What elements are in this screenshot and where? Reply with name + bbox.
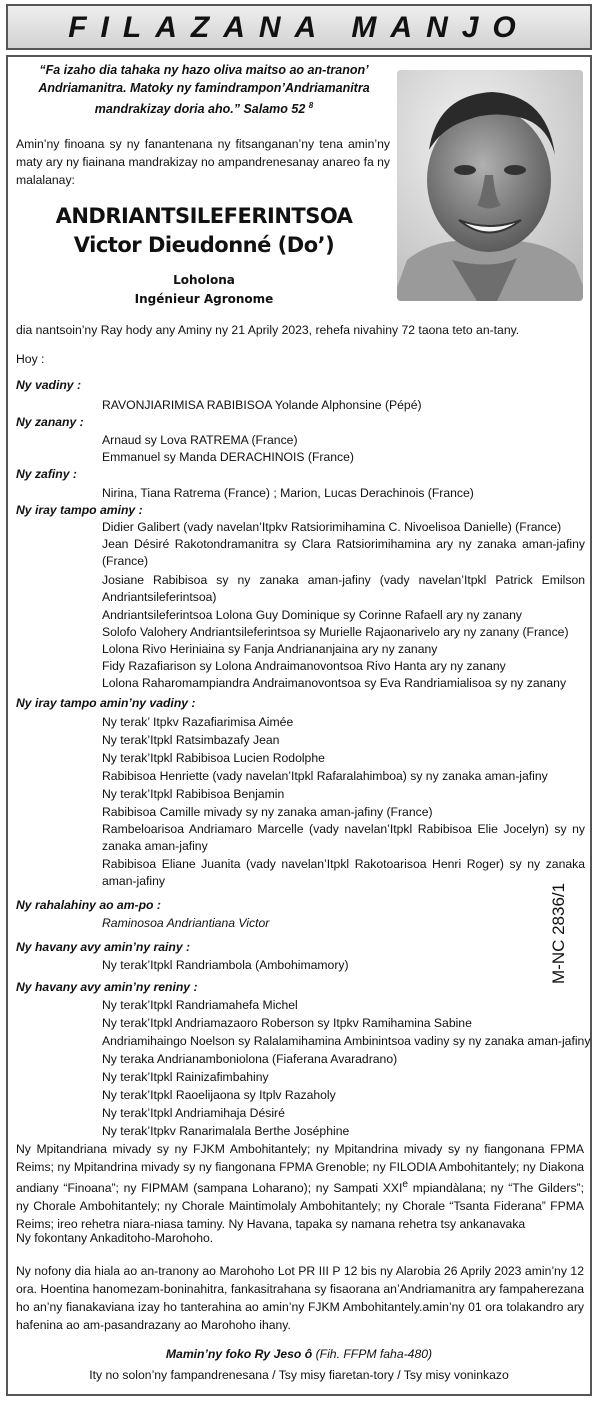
list-item: Andriamihaingo Noelson sy Ralalamihamina Ambinintsoa vadiny sy ny zanaka aman-jafiny [102, 1034, 591, 1048]
list-item: Ny terak’Itpkl Andriamazaoro Roberson sy Itpkv Ramihamina Sabine [102, 1016, 472, 1030]
list-item: RAVONJIARIMISA RABIBISOA Yolande Alphonsine (Pépé) [102, 398, 422, 412]
list-item: Fidy Razafiarison sy Lolona Andraimanovontsoa Rivo Hanta ary ny zanany [102, 659, 506, 673]
list-item: Nirina, Tiana Ratrema (France) ; Marion, Lucas Derachinois (France) [102, 486, 474, 500]
list-item: Ny teraka Andrianamboniolona (Fiaferana Avaradrano) [102, 1052, 398, 1066]
section-heading-tampo-vady: Ny iray tampo amin’ny vadiny : [16, 696, 196, 710]
section-heading-tampo: Ny iray tampo aminy : [16, 503, 143, 517]
list-item: Didier Galibert (vady navelan’Itpkv Ratsiorimihamina C. Nivoelisoa Danielle) (France) [102, 520, 562, 534]
list-item: Ny terak’Itpkv Ranarimalala Berthe Joséphine [102, 1124, 350, 1138]
list-item: Rabibisoa Eliane Juanita (vady navelan’Itpkl Rakotoarisoa Henri Roger) sy ny zanaka aman-jafiny [102, 857, 585, 888]
section-heading-zafiny: Ny zafiny : [16, 467, 77, 481]
list-item: Emmanuel sy Manda DERACHINOIS (France) [102, 450, 354, 464]
hoy-label: Hoy : [16, 352, 45, 366]
list-item: Ny terak’Itpkl Randriamahefa Michel [102, 998, 298, 1012]
community-text-rest: mpiandàlana; ny “The Gilders”; ny Chorale Ambohitantely; ny Chorale Maintimolaly Ambohitantely; ny Chorale “Tsanta Fiderana” FPMA Reims; ireo rehetra niara-niasa taminy. Ny Havana, tapaka sy namana rehetra tsy ankanavaka [16, 1181, 585, 1232]
list-item: Rambeloarisoa Andriamaro Marcelle (vady navelan’Itpkl Rabibisoa Elie Jocelyn) sy ny zanaka aman-jafiny [102, 822, 585, 853]
deceased-title-2: Ingénieur Agronome [134, 292, 274, 306]
intro-paragraph: Amin’ny finoana sy ny fanantenana ny fitsanganan’ny tena amin’ny maty ary ny fiainana mandrakizay no ampandrenesanay anareo fa ny malalanay: [16, 137, 390, 187]
list-item: Ny terak’Itpkl Andriamihaja Désiré [102, 1106, 285, 1120]
list-item: Arnaud sy Lova RATREMA (France) [102, 433, 298, 447]
community-superscript: e [402, 1179, 409, 1190]
notice-header [6, 4, 592, 50]
list-item: Rabibisoa Henriette (vady navelan’Itpkl Rafaralahimboa) sy ny zanaka aman-jafiny [102, 769, 548, 783]
hymn-title: Mamin’ny foko Ry Jeso ô [165, 1347, 313, 1361]
quote-text: “Fa izaho dia tahaka ny hazo oliva maitso ao an-tranon’ Andriamanitra. Matoky ny famindrampon’Andriamanitra mandrakizay doria aho.” Salamo 52 [38, 63, 370, 117]
community-paragraph [16, 1140, 584, 1233]
funeral-paragraph: Ny nofony dia hiala ao an-tranony ao Marohoho Lot PR III P 12 bis ny Alarobia 26 Aprily 2023 amin’ny 12 ora. Hoentina hanomezam-boninahitra, fankasitrahana sy fisaorana an’Andriamanitra ary fampaherezana ho an’ny fianakaviana izay ho tanterahina ao amin’ny FJKM Ambohitantely.amin’ny 01 ora tolakandro ary hafenina ao am-pasandrazany ao Marohoho ihany. [16, 1264, 584, 1332]
footer-note: Ity no solon’ny fampandrenesana / Tsy misy fiaretan-tory / Tsy misy voninkazo [89, 1368, 509, 1382]
list-item: Ny terak’Itpkl Rabibisoa Lucien Rodolphe [102, 751, 325, 765]
portrait-image [397, 70, 583, 301]
list-item: Raminosoa Andriantiana Victor [102, 916, 270, 930]
quote-verse: 8 [308, 101, 314, 110]
list-item: Ny terak’Itpkl Ratsimbazafy Jean [102, 733, 280, 747]
list-item: Ny terak’Itpkl Rainizafimbahiny [102, 1070, 269, 1084]
list-item: Andriantsileferintsoa Lolona Guy Dominique sy Corinne Rafaell ary ny zanany [102, 608, 523, 622]
notice-title: FILAZANA MANJO [68, 10, 530, 44]
deceased-surname: ANDRIANTSILEFERINTSOA [55, 204, 353, 228]
list-item: Lolona Raharomampiandra Andraimanovontsoa sy Eva Randriamialisoa sy ny zanany [102, 676, 567, 690]
list-item: Ny terak’Itpkl Raoelijaona sy Itplv Razaholy [102, 1088, 336, 1102]
section-heading-rainy: Ny havany avy amin’ny rainy : [16, 940, 191, 954]
deceased-portrait [397, 70, 583, 301]
list-item: Ny terak’Itpkl Rabibisoa Benjamin [102, 787, 285, 801]
list-item: Ny terak’Itpkl Randriambola (Ambohimamory) [102, 958, 349, 972]
list-item: Rabibisoa Camille mivady sy ny zanaka aman-jafiny (France) [102, 805, 433, 819]
list-item: Jean Désiré Rakotondramanitra sy Clara Ratsiorimihamina ary ny zanaka aman-jafiny (France) [102, 537, 585, 568]
list-item: Solofo Valohery Andriantsileferintsoa sy Murielle Rajaonarivelo ary ny zanany (France) [102, 625, 569, 639]
section-heading-zanany: Ny zanany : [16, 415, 84, 429]
section-heading-rahalahiny: Ny rahalahiny ao am-po : [16, 898, 161, 912]
hymn-line [12, 1346, 586, 1363]
fokontany-line: Ny fokontany Ankaditoho-Marohoho. [16, 1231, 214, 1245]
deceased-given-name: Victor Dieudonné (Do’) [73, 233, 335, 257]
list-item: Josiane Rabibisoa sy ny zanaka aman-jafiny (vady navelan’Itpkl Patrick Emilson Andriantsileferintsoa) [102, 573, 585, 604]
reference-code: M-NC 2836/1 [549, 882, 568, 984]
list-item: Ny terak’ Itpkv Razafiarimisa Aimée [102, 715, 294, 729]
section-heading-vady: Ny vadiny : [16, 378, 82, 392]
section-heading-reniny: Ny havany avy amin’ny reniny : [16, 980, 198, 994]
deceased-title-1: Loholona [173, 273, 235, 287]
hymn-reference: (Fih. FFPM faha-480) [312, 1347, 433, 1361]
community-text: Ny Mpitandriana mivady sy ny FJKM Ambohitantely; ny Mpitandrina mivady sy ny fiangonana FPMA Reims; ny Mpitandrina mivady sy ny fiangonana FPMA Grenoble; ny FILODIA Ambohitantely; ny Diakona andiany “Finoana”; ny FIPMAM (sampana Loharano); ny Sampati XXI [16, 1142, 584, 1196]
list-item: Lolona Rivo Heriniaina sy Fanja Andriananjaina ary ny zanany [102, 642, 438, 656]
bible-quote [18, 62, 390, 119]
death-notice: dia nantsoin’ny Ray hody any Aminy ny 21 Aprily 2023, rehefa nivahiny 72 taona teto an-tany. [16, 323, 520, 337]
